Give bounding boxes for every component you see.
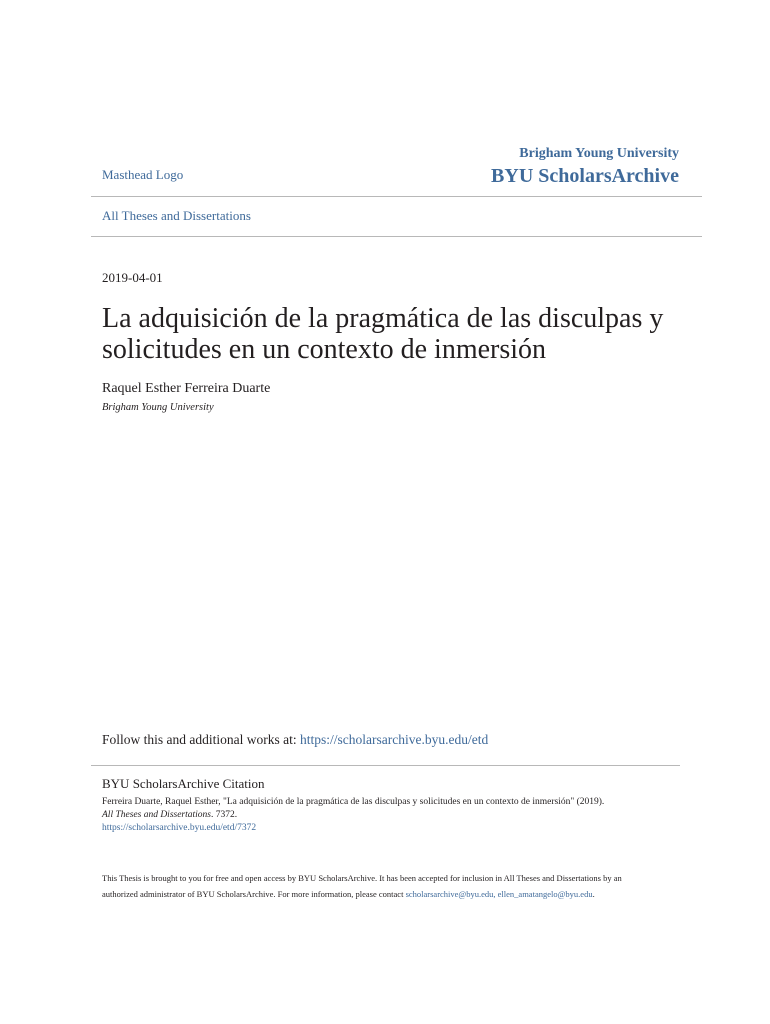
divider [91,765,680,766]
archive-name-link[interactable]: BYU ScholarsArchive [491,165,679,187]
author-name: Raquel Esther Ferreira Duarte [102,381,271,396]
citation-url-link[interactable]: https://scholarsarchive.byu.edu/etd/7372 [102,823,257,833]
publication-date: 2019-04-01 [102,270,163,285]
notice-line-2 [102,886,682,902]
etd-collection-link[interactable]: https://scholarsarchive.byu.edu/etd [300,732,489,747]
citation-body [102,796,702,835]
follow-label: Follow this and additional works at: [102,732,300,747]
author-affiliation: Brigham Young University [102,402,214,413]
document-title: La adquisición de la pragmática de las disculpas y solicitudes en un contexto de inmersión [102,303,664,365]
notice-prefix: authorized administrator of BYU ScholarsArchive. For more information, please contact [102,889,406,899]
university-branding [491,145,679,189]
masthead-logo-link[interactable]: Masthead Logo [102,167,184,182]
follow-line [102,732,488,748]
citation-series-line [102,809,702,822]
divider [91,196,702,197]
citation-number: . 7372. [211,810,238,820]
citation-series: All Theses and Dissertations [102,810,211,820]
access-notice [102,870,682,902]
notice-line-1: This Thesis is brought to you for free and open access by BYU ScholarsArchive. It has been accepted for inclusion in All Theses and Dissertations by an [102,873,622,883]
contact-email-link[interactable]: scholarsarchive@byu.edu, ellen_amatangelo@byu.edu [405,889,593,899]
divider [91,236,702,237]
citation-heading: BYU ScholarsArchive Citation [102,776,265,791]
collection-link[interactable]: All Theses and Dissertations [102,208,251,223]
notice-suffix: . [592,889,595,899]
citation-text: Ferreira Duarte, Raquel Esther, "La adquisición de la pragmática de las disculpas y solicitudes en un contexto de inmersión" (2019). [102,797,605,807]
university-name[interactable]: Brigham Young University [519,146,679,161]
